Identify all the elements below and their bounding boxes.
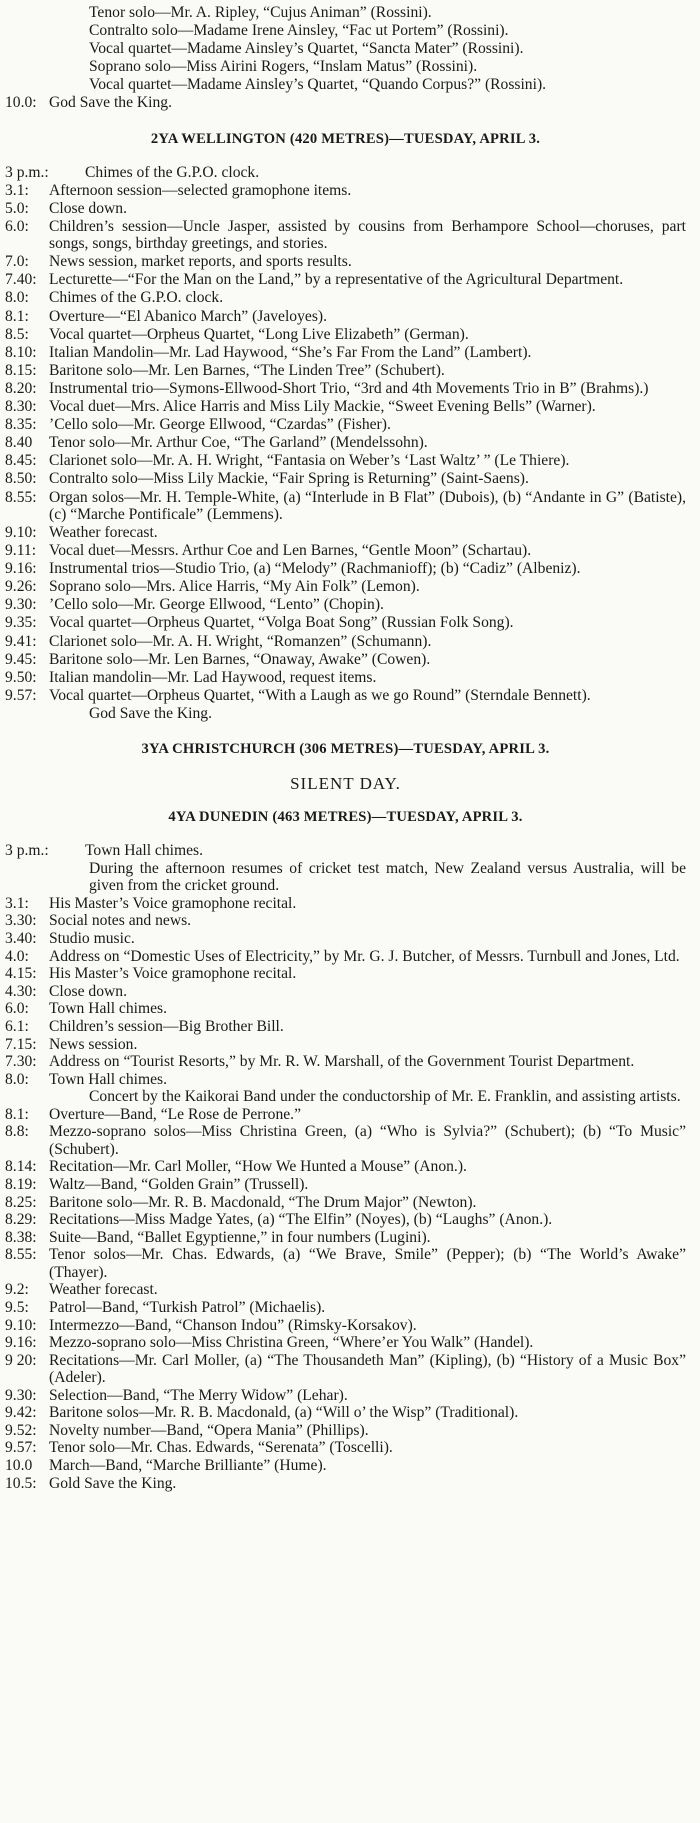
program-time: 9.45: xyxy=(5,650,37,668)
program-time: 3 p.m.: xyxy=(5,163,49,181)
program-line xyxy=(5,271,686,288)
program-text: Vocal quartet—Madame Ainsley’s Quartet, “Quando Corpus?” (Rossini). xyxy=(89,76,547,94)
program-line xyxy=(5,895,686,912)
program-text: Mezzo-soprano solo—Miss Christina Green, “Where’er You Walk” (Handel). xyxy=(49,1334,534,1352)
program-text: Clarionet solo—Mr. A. H. Wright, “Fantasia on Weber’s ‘Last Waltz’ ” (Le Thiere). xyxy=(49,452,570,470)
program-text: Contralto solo—Miss Lily Mackie, “Fair Spring is Returning” (Saint-Saens). xyxy=(49,470,529,488)
program-line xyxy=(5,1088,686,1105)
program-line xyxy=(5,1176,686,1193)
program-time: 3.1: xyxy=(5,894,29,912)
program-line xyxy=(5,182,686,199)
program-time: 8.0: xyxy=(5,1070,29,1088)
program-time: 7.40: xyxy=(5,271,37,289)
program-text: Weather forecast. xyxy=(49,523,158,541)
program-time xyxy=(5,1088,49,1105)
silent-day-notice: SILENT DAY. xyxy=(290,774,401,794)
program-time: 8.29: xyxy=(5,1211,37,1229)
program-time: 8.20: xyxy=(5,379,37,397)
program-line xyxy=(5,705,686,722)
program-time: 6.0: xyxy=(5,1000,29,1018)
program-time xyxy=(5,58,49,75)
wellington-program xyxy=(5,164,686,723)
program-line xyxy=(5,596,686,613)
program-time: 9.26: xyxy=(5,578,37,596)
program-text: Weather forecast. xyxy=(49,1281,158,1299)
program-line xyxy=(5,1457,686,1474)
program-line xyxy=(5,76,686,93)
program-text: Town Hall chimes. xyxy=(49,1000,168,1018)
program-time: 8.45: xyxy=(5,452,37,470)
program-line xyxy=(5,362,686,379)
program-line xyxy=(5,218,686,253)
program-line xyxy=(5,416,686,433)
program-time xyxy=(5,860,49,895)
program-text: Italian mandolin—Mr. Lad Haywood, request items. xyxy=(49,668,377,686)
program-text: Soprano solo—Mrs. Alice Harris, “My Ain Folk” (Lemon). xyxy=(49,578,420,596)
program-text: Patrol—Band, “Turkish Patrol” (Michaelis). xyxy=(49,1298,326,1316)
program-time: 8.14: xyxy=(5,1158,37,1176)
program-line xyxy=(5,1158,686,1175)
program-time xyxy=(5,22,49,39)
station-heading-4ya: 4YA DUNEDIN (463 METRES)—TUESDAY, APRIL 3. xyxy=(168,809,523,826)
program-time: 8.55: xyxy=(5,488,37,506)
program-line xyxy=(5,326,686,343)
program-time: 9.35: xyxy=(5,614,37,632)
program-line xyxy=(5,1387,686,1404)
program-time: 8.1: xyxy=(5,1105,29,1123)
program-time: 10.5: xyxy=(5,1474,37,1492)
program-text: Lecturette—“For the Man on the Land,” by a representative of the Agricultural Department. xyxy=(49,271,624,289)
program-line xyxy=(5,1334,686,1351)
program-time: 8.25: xyxy=(5,1193,37,1211)
program-time: 8.30: xyxy=(5,398,37,416)
program-text: Chimes of the G.P.O. clock. xyxy=(85,163,260,181)
station-heading-3ya: 3YA CHRISTCHURCH (306 METRES)—TUESDAY, APRIL 3. xyxy=(141,741,550,758)
program-time: 8.19: xyxy=(5,1176,37,1193)
program-text: Address on “Tourist Resorts,” by Mr. R. W. Marshall, of the Government Tourist Department. xyxy=(49,1053,635,1071)
program-line xyxy=(5,860,686,895)
program-time: 3.40: xyxy=(5,929,37,947)
program-text: Baritone solo—Mr. R. B. Macdonald, “The Drum Major” (Newton). xyxy=(49,1193,477,1211)
program-text: God Save the King. xyxy=(89,704,212,722)
program-line xyxy=(5,524,686,541)
program-text: News session, market reports, and sports results. xyxy=(49,253,352,271)
program-text: Soprano solo—Miss Airini Rogers, “Inslam Matus” (Rossini). xyxy=(89,58,478,76)
program-time: 3.30: xyxy=(5,912,37,930)
program-text: Clarionet solo—Mr. A. H. Wright, “Romanzen” (Schumann). xyxy=(49,632,432,650)
program-line xyxy=(5,912,686,929)
program-text: Tenor solo—Mr. A. Ripley, “Cujus Animan” (Rossini). xyxy=(89,3,432,21)
program-time: 8.10: xyxy=(5,343,37,361)
program-time: 9 20: xyxy=(5,1351,37,1369)
program-text: Vocal duet—Mrs. Alice Harris and Miss Lily Mackie, “Sweet Evening Bells” (Warner). xyxy=(49,398,596,416)
program-text: Vocal quartet—Orpheus Quartet, “Long Live Elizabeth” (German). xyxy=(49,325,469,343)
program-time: 9.2: xyxy=(5,1281,29,1299)
program-time: 10.0: xyxy=(5,94,37,112)
program-line xyxy=(5,1299,686,1316)
program-time: 9.30: xyxy=(5,1386,37,1404)
program-time xyxy=(5,705,49,722)
program-text: ’Cello solo—Mr. George Ellwood, “Czardas” (Fisher). xyxy=(49,416,391,434)
program-text: His Master’s Voice gramophone recital. xyxy=(49,894,297,912)
program-line xyxy=(5,489,686,524)
program-line xyxy=(5,434,686,451)
program-text: Address on “Domestic Uses of Electricity,” by Mr. G. J. Butcher, of Messrs. Turnbull and Jones, Ltd. xyxy=(49,947,680,965)
program-line xyxy=(5,452,686,469)
program-line xyxy=(5,1246,686,1281)
rossini-continuation xyxy=(5,4,686,112)
program-text: ’Cello solo—Mr. George Ellwood, “Lento” (Chopin). xyxy=(49,596,384,614)
dunedin-program xyxy=(5,842,686,1492)
program-text: Tenor solos—Mr. Chas. Edwards, (a) “We Brave, Smile” (Pepper); (b) “The World’s Awake” (Thayer). xyxy=(49,1246,686,1281)
program-time: 9.52: xyxy=(5,1421,37,1439)
program-time: 3.1: xyxy=(5,181,29,199)
program-line xyxy=(5,687,686,704)
program-time: 10.0 xyxy=(5,1457,33,1474)
program-line xyxy=(5,94,686,111)
program-time: 8.1: xyxy=(5,307,29,325)
program-text: Novelty number—Band, “Opera Mania” (Phillips). xyxy=(49,1421,369,1439)
program-text: March—Band, “Marche Brilliante” (Hume). xyxy=(49,1457,327,1474)
program-line xyxy=(5,651,686,668)
program-line xyxy=(5,1106,686,1123)
program-time: 3 p.m.: xyxy=(5,842,49,860)
program-text: Organ solos—Mr. H. Temple-White, (a) “Interlude in B Flat” (Dubois), (b) “Andante in G” (Batiste), (c) “Marche Pontificale” (Lemmens). xyxy=(49,488,686,523)
program-text: Recitation—Mr. Carl Moller, “How We Hunted a Mouse” (Anon.). xyxy=(49,1158,467,1176)
program-text: Overture—Band, “Le Rose de Perrone.” xyxy=(49,1105,302,1123)
program-line xyxy=(5,253,686,270)
program-time: 7.0: xyxy=(5,253,29,271)
program-time: 8.5: xyxy=(5,325,29,343)
station-heading-2ya: 2YA WELLINGTON (420 METRES)—TUESDAY, APRIL 3. xyxy=(150,130,541,147)
program-text: Tenor solo—Mr. Chas. Edwards, “Serenata” (Toscelli). xyxy=(49,1439,393,1457)
program-text: During the afternoon resumes of cricket test match, New Zealand versus Australia, will be given from the cricket ground. xyxy=(89,859,686,895)
program-line xyxy=(5,308,686,325)
program-text: Children’s session—Big Brother Bill. xyxy=(49,1017,284,1035)
program-line xyxy=(5,965,686,982)
program-text: Social notes and news. xyxy=(49,912,192,930)
program-time: 9.57: xyxy=(5,686,37,704)
program-text: Close down. xyxy=(49,199,127,217)
program-time: 7.15: xyxy=(5,1035,37,1053)
program-line xyxy=(5,398,686,415)
program-text: Contralto solo—Madame Irene Ainsley, “Fac ut Portem” (Rossini). xyxy=(89,21,509,39)
program-text: Selection—Band, “The Merry Widow” (Lehar). xyxy=(49,1386,348,1404)
program-time: 9.30: xyxy=(5,596,37,614)
program-line xyxy=(5,1071,686,1088)
program-time: 9.16: xyxy=(5,560,37,578)
program-line xyxy=(5,344,686,361)
program-text: Town Hall chimes. xyxy=(85,842,204,860)
program-text: Overture—“El Abanico March” (Javeloyes). xyxy=(49,307,327,325)
program-text: Studio music. xyxy=(49,929,135,947)
program-line xyxy=(5,1404,686,1421)
program-text: Waltz—Band, “Golden Grain” (Trussell). xyxy=(49,1176,309,1193)
program-line xyxy=(5,1281,686,1298)
program-time: 9.42: xyxy=(5,1404,37,1422)
program-line xyxy=(5,1229,686,1246)
program-time: 9.10: xyxy=(5,523,37,541)
program-time: 9.16: xyxy=(5,1334,37,1352)
program-line xyxy=(5,289,686,306)
program-line xyxy=(5,4,686,21)
program-time: 8.40 xyxy=(5,434,33,452)
program-time: 4.0: xyxy=(5,947,29,965)
program-line xyxy=(5,1053,686,1070)
program-text: Intermezzo—Band, “Chanson Indou” (Rimsky-Korsakov). xyxy=(49,1316,417,1334)
program-text: Recitations—Miss Madge Yates, (a) “The Elfin” (Noyes), (b) “Laughs” (Anon.). xyxy=(49,1211,553,1229)
program-line xyxy=(5,380,686,397)
program-text: Suite—Band, “Ballet Egyptienne,” in four numbers (Lugini). xyxy=(49,1228,431,1246)
program-text: Close down. xyxy=(49,982,127,1000)
program-text: God Save the King. xyxy=(49,94,172,112)
program-line xyxy=(5,542,686,559)
program-time: 7.30: xyxy=(5,1053,37,1071)
program-line xyxy=(5,1317,686,1334)
program-line xyxy=(5,578,686,595)
program-time: 8.35: xyxy=(5,416,37,434)
program-time: 4.15: xyxy=(5,965,37,983)
program-text: Children’s session—Uncle Jasper, assisted by cousins from Berhampore School—choruses, part songs, songs, birthday greetings, and stories. xyxy=(49,217,686,253)
program-text: Baritone solos—Mr. R. B. Macdonald, (a) “Will o’ the Wisp” (Traditional). xyxy=(49,1404,519,1422)
program-text: Vocal quartet—Orpheus Quartet, “Volga Boat Song” (Russian Folk Song). xyxy=(49,614,514,632)
program-time: 8.50: xyxy=(5,470,37,488)
program-line xyxy=(5,1123,686,1158)
program-line xyxy=(5,1439,686,1456)
program-line xyxy=(5,58,686,75)
program-line xyxy=(5,1422,686,1439)
program-line xyxy=(5,200,686,217)
program-text: Recitations—Mr. Carl Moller, (a) “The Thousandeth Man” (Kipling), (b) “History of a Music Box” (Adeler). xyxy=(49,1351,686,1387)
program-time: 8.8: xyxy=(5,1123,29,1141)
program-text: Instrumental trio—Symons-Ellwood-Short Trio, “3rd and 4th Movements Trio in B” (Brahms).) xyxy=(49,379,649,397)
program-time: 4.30: xyxy=(5,982,37,1000)
program-text: Gold Save the King. xyxy=(49,1474,177,1492)
program-line xyxy=(5,633,686,650)
program-text: Vocal quartet—Madame Ainsley’s Quartet, “Sancta Mater” (Rossini). xyxy=(89,39,524,57)
program-time: 9.57: xyxy=(5,1439,37,1457)
program-line xyxy=(5,1194,686,1211)
program-text: Instrumental trios—Studio Trio, (a) “Melody” (Rachmanioff); (b) “Cadiz” (Albeniz). xyxy=(49,560,581,578)
program-text: Vocal quartet—Orpheus Quartet, “With a Laugh as we go Round” (Sterndale Bennett). xyxy=(49,686,591,704)
program-time xyxy=(5,76,49,93)
program-line xyxy=(5,669,686,686)
program-time: 8.38: xyxy=(5,1228,37,1246)
program-text: Baritone solo—Mr. Len Barnes, “The Linden Tree” (Schubert). xyxy=(49,361,445,379)
program-time: 6.0: xyxy=(5,217,29,235)
program-time: 9.50: xyxy=(5,668,37,686)
program-line xyxy=(5,842,686,859)
program-line xyxy=(5,1036,686,1053)
program-line xyxy=(5,22,686,39)
program-line xyxy=(5,1000,686,1017)
program-text: His Master’s Voice gramophone recital. xyxy=(49,965,297,983)
program-text: Tenor solo—Mr. Arthur Coe, “The Garland” (Mendelssohn). xyxy=(49,434,428,452)
program-line xyxy=(5,930,686,947)
program-time: 6.1: xyxy=(5,1017,29,1035)
program-time: 9.10: xyxy=(5,1316,37,1334)
program-text: Italian Mandolin—Mr. Lad Haywood, “She’s Far From the Land” (Lambert). xyxy=(49,343,532,361)
program-text: Chimes of the G.P.O. clock. xyxy=(49,289,224,307)
program-time: 9.11: xyxy=(5,542,37,560)
program-line xyxy=(5,614,686,631)
program-time: 9.5: xyxy=(5,1298,29,1316)
program-line xyxy=(5,1475,686,1492)
program-text: Baritone solo—Mr. Len Barnes, “Onaway, Awake” (Cowen). xyxy=(49,650,431,668)
program-time xyxy=(5,40,49,57)
program-text: Town Hall chimes. xyxy=(49,1070,168,1088)
program-line xyxy=(5,40,686,57)
program-text: Afternoon session—selected gramophone items. xyxy=(49,181,352,199)
program-text: Concert by the Kaikorai Band under the conductorship of Mr. E. Franklin, and assisting artists. xyxy=(89,1088,681,1106)
program-time: 5.0: xyxy=(5,199,29,217)
program-line xyxy=(5,1211,686,1228)
program-time: 9.41: xyxy=(5,632,37,650)
program-time: 8.0: xyxy=(5,289,29,307)
program-line xyxy=(5,948,686,965)
program-line xyxy=(5,470,686,487)
program-line xyxy=(5,1018,686,1035)
program-line xyxy=(5,983,686,1000)
program-time: 8.15: xyxy=(5,361,37,379)
program-time xyxy=(5,4,49,21)
program-line xyxy=(5,164,686,181)
program-text: Vocal duet—Messrs. Arthur Coe and Len Barnes, “Gentle Moon” (Schartau). xyxy=(49,542,532,560)
program-time: 8.55: xyxy=(5,1246,37,1264)
program-text: Mezzo-soprano solos—Miss Christina Green, (a) “Who is Sylvia?” (Schubert); (b) “To Music” (Schubert). xyxy=(49,1123,686,1158)
program-line xyxy=(5,560,686,577)
program-line xyxy=(5,1352,686,1387)
program-text: News session. xyxy=(49,1035,138,1053)
